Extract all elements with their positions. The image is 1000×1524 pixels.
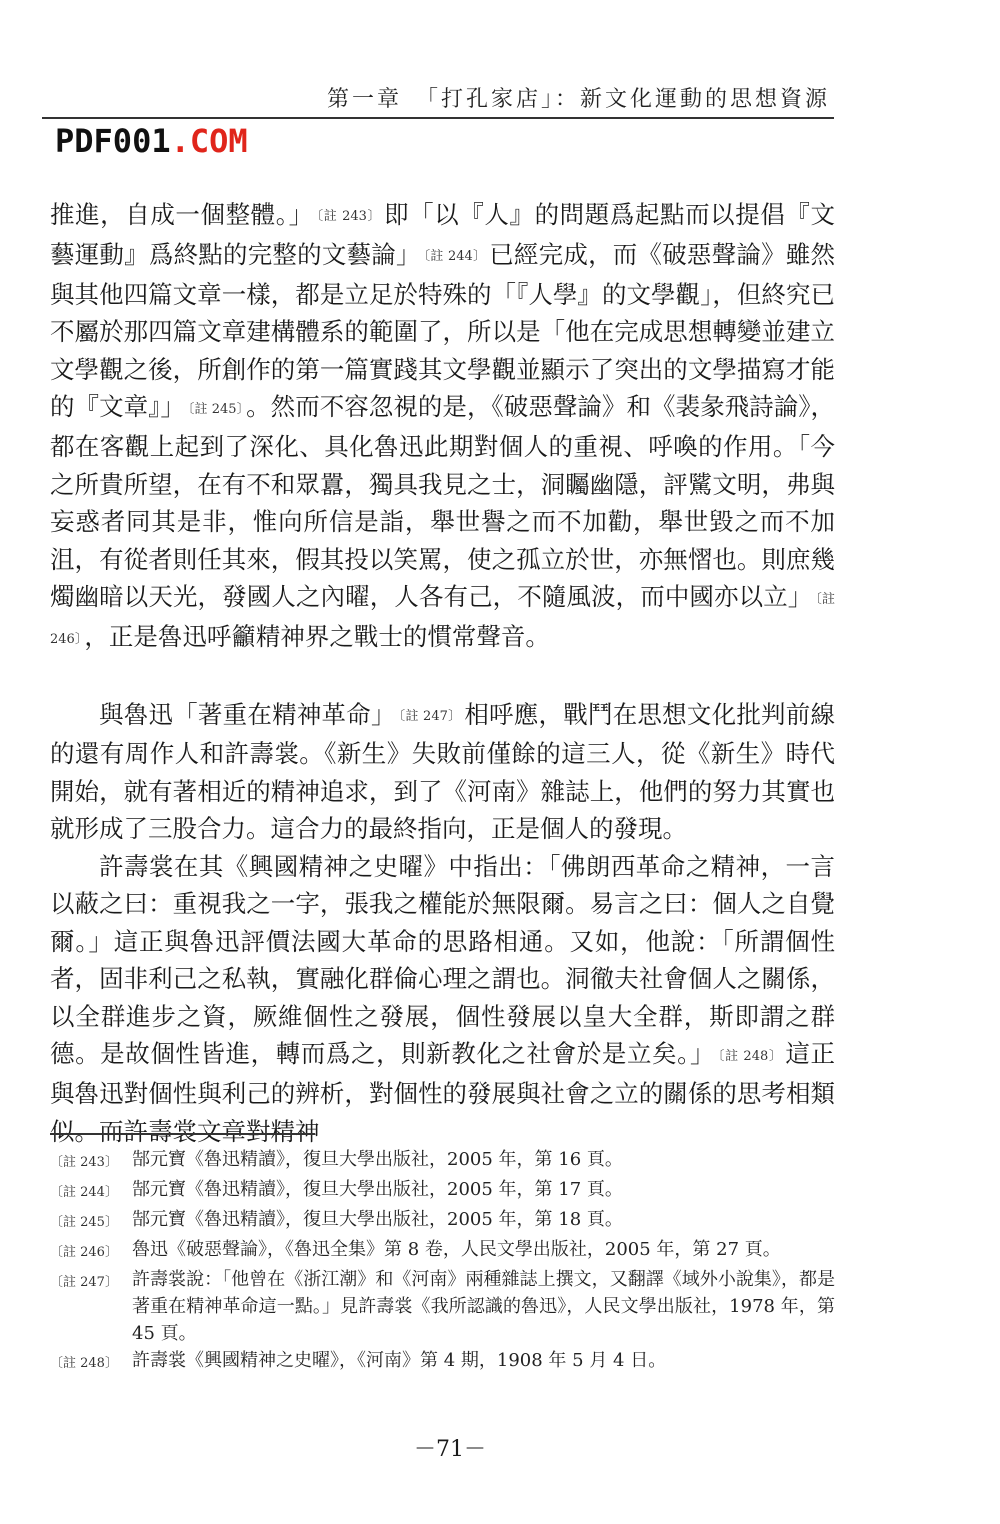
watermark-logo <box>55 122 248 160</box>
footnote-text: 郜元寶《魯迅精讀》，復旦大學出版社，2005 年，第 17 頁。 <box>132 1179 623 1200</box>
footnote-243 <box>50 1146 835 1176</box>
paragraph-3 <box>50 848 835 1150</box>
footnote-separator <box>50 1133 315 1135</box>
footnote-text: 魯迅《破惡聲論》，《魯迅全集》第 8 卷，人民文學出版社，2005 年，第 27 頁。 <box>132 1239 781 1260</box>
footnote-label: 〔註 248〕 <box>50 1356 118 1371</box>
footnote-label: 〔註 243〕 <box>50 1155 118 1170</box>
footnote-ref-247[interactable]: 〔註 247〕 <box>398 708 462 724</box>
footnote-label: 〔註 245〕 <box>50 1215 118 1230</box>
body-text <box>50 196 835 1150</box>
text-run: 推進，自成一個整體。」 <box>50 200 314 229</box>
text-run: ，正是魯迅呼籲精神界之戰士的慣常聲音。 <box>84 622 550 652</box>
footnote-ref-245[interactable]: 〔註 245〕 <box>187 401 244 417</box>
footnote-label: 〔註 244〕 <box>50 1185 118 1200</box>
text-run: 與魯迅「著重在精神革命」 <box>99 699 396 729</box>
text-run: 已經完成，而《破惡聲論》雖然與其他四篇文章一樣，都是立足於特殊的「『人學』的文學觀」，但終究已不屬於那四篇文章建構體系的範圍了，所以是「他在完成思想轉變並建立文學觀之後，所創作的第一篇實踐其文學觀並顯示了突出的文學描寫才能的『文章』」 <box>50 239 835 422</box>
footnote-text: 郜元寶《魯迅精讀》，復旦大學出版社，2005 年，第 18 頁。 <box>132 1209 623 1230</box>
footnote-244 <box>50 1176 835 1206</box>
footnote-text: 郜元寶《魯迅精讀》，復旦大學出版社，2005 年，第 16 頁。 <box>132 1149 623 1170</box>
footnote-text: 許壽裳說：「他曾在《浙江潮》和《河南》兩種雜誌上撰文，又翻譯《域外小說集》，都是著重在精神革命這一點。」見許壽裳《我所認識的魯迅》，人民文學出版社，1978 年，第 45 頁。 <box>132 1269 835 1344</box>
text-run: 相呼應，戰鬥在思想文化批判前線的還有周作人和許壽裳。《新生》失敗前僅餘的這三人，從《新生》時代開始，就有著相近的精神追求，到了《河南》雜誌上，他們的努力其實也就形成了三股合力。這合力的最終指向，正是個人的發現。 <box>50 699 836 844</box>
paragraph-1 <box>50 196 835 658</box>
paragraph-2 <box>50 696 835 848</box>
text-run: 這正與魯迅對個性與利己的辨析，對個性的發展與社會之立的關係的思考相類似。而許壽裳文章對精神 <box>50 1039 836 1146</box>
footnote-247 <box>50 1266 835 1347</box>
footnote-label: 〔註 246〕 <box>50 1245 118 1260</box>
footnotes <box>50 1146 835 1377</box>
page-number: －71－ <box>414 1437 486 1462</box>
watermark-text-b: .COM <box>170 122 248 160</box>
footnote-text: 許壽裳《興國精神之史曜》，《河南》第 4 期，1908 年 5 月 4 日。 <box>132 1350 667 1371</box>
footnote-ref-246[interactable]: 〔註 246〕 <box>50 591 835 647</box>
footnote-label: 〔註 247〕 <box>50 1275 118 1290</box>
footnote-246 <box>50 1236 835 1266</box>
header-rule <box>42 117 834 119</box>
running-header: 第一章 「打孔家店」：新文化運動的思想資源 <box>326 87 830 112</box>
footnote-ref-244[interactable]: 〔註 244〕 <box>423 249 487 265</box>
watermark-text-a: PDF001 <box>55 122 171 160</box>
text-run: 。然而不容忽視的是，《破惡聲論》和《裴彖飛詩論》，都在客觀上起到了深化、具化魯迅此期對個人的重視、呼喚的作用。「今之所貴所望，在有不和眾囂，獨具我見之士，洞矚幽隱，評騭文明，弗與妄惑者同其是非，惟向所信是詣，舉世譽之而不加勸，舉世毀之而不加沮，有從者則任其來，假其投以笑罵，使之孤立於世，亦無慴也。則庶幾燭幽暗以天光，發國人之內曜，人各有己，不隨風波，而中國亦以立」 <box>50 392 836 612</box>
footnote-ref-248[interactable]: 〔註 248〕 <box>718 1048 783 1064</box>
footnote-248 <box>50 1347 835 1377</box>
footnote-245 <box>50 1206 835 1236</box>
text-run: 即「以『人』的問題爲起點而以提倡『文藝運動』爲終點的完整的文藝論」 <box>50 200 836 269</box>
footnote-ref-243[interactable]: 〔註 243〕 <box>316 209 382 225</box>
text-run: 許壽裳在其《興國精神之史曜》中指出：「佛朗西革命之精神，一言以蔽之曰：重視我之一字，張我之權能於無限爾。易言之曰：個人之自覺爾。」這正與魯迅評價法國大革命的思路相通。又如，他說：「所謂個性者，固非利己之私執，實融化群倫心理之謂也。洞徹夫社會個人之關係，以全群進步之資，厥維個性之發展，個性發展以皇大全群，斯即謂之群德。是故個性皆進，轉而爲之，則新教化之社會於是立矣。」 <box>50 851 835 1069</box>
